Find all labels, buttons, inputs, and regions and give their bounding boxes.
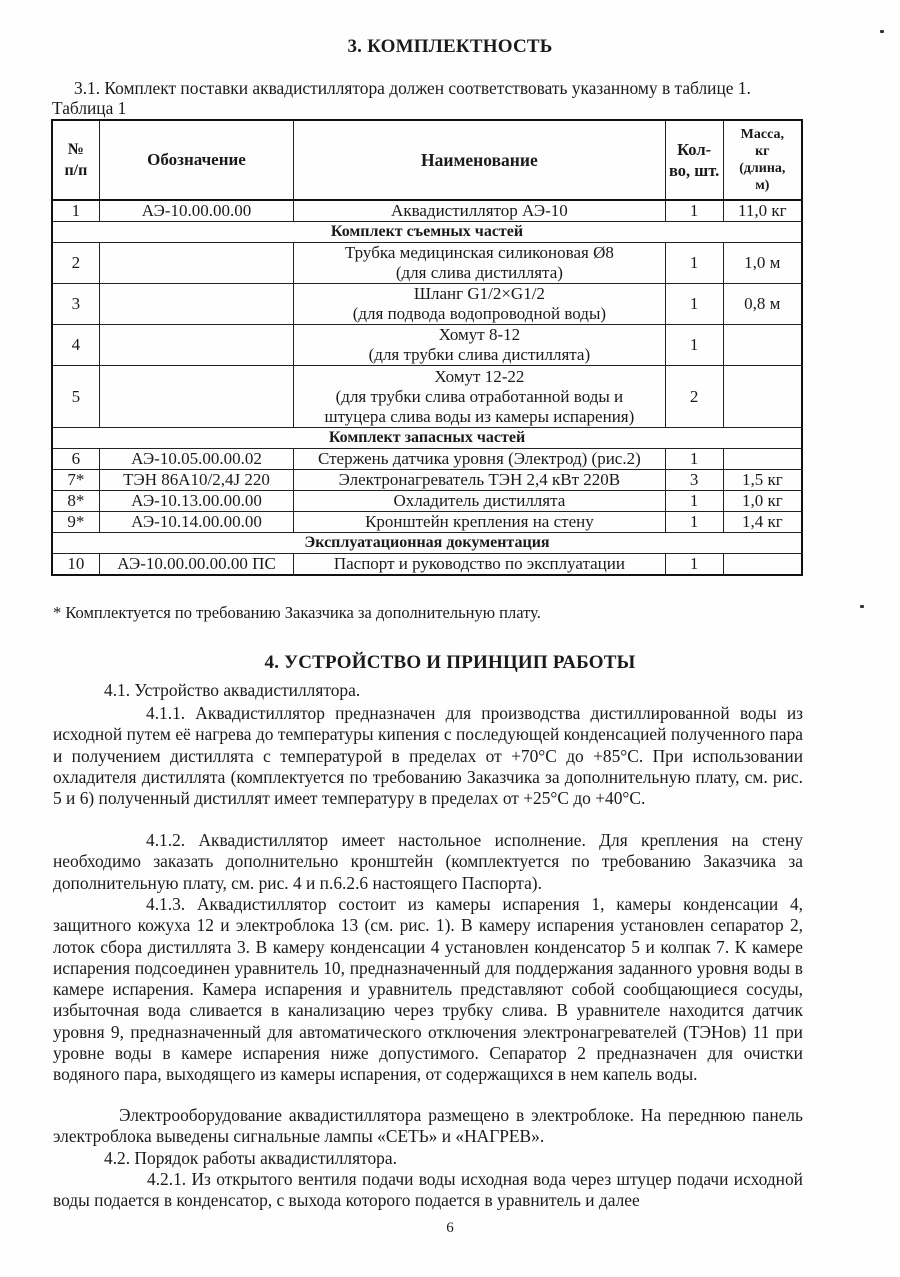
table-row xyxy=(52,366,802,428)
cell-quantity: 3 xyxy=(665,470,723,491)
cell-name-line: Кронштейн крепления на стену xyxy=(365,512,594,531)
header-mass xyxy=(723,120,802,200)
header-number-line2: п/п xyxy=(64,162,88,179)
paragraph-electrical-equipment: Электрооборудование аквадистиллятора размещено в электроблоке. На переднюю панель электроблока выведены сигнальные лампы «СЕТЬ» и «НАГРЕВ». xyxy=(53,1105,803,1147)
cell-name-line: (для трубки слива отработанной воды и xyxy=(335,386,624,406)
cell-name xyxy=(294,491,665,512)
cell-name xyxy=(294,366,665,428)
table-row xyxy=(52,284,802,325)
scan-speck xyxy=(880,30,884,33)
header-number xyxy=(52,120,99,200)
cell-name xyxy=(294,284,665,325)
cell-number: 5 xyxy=(52,366,99,428)
paragraph-4-1: 4.1. Устройство аквадистиллятора. xyxy=(104,680,361,700)
table-row xyxy=(52,491,802,512)
cell-mass xyxy=(723,366,802,428)
cell-quantity: 1 xyxy=(665,243,723,284)
cell-quantity: 1 xyxy=(665,554,723,576)
cell-designation: АЭ-10.13.00.00.00 xyxy=(99,491,293,512)
cell-name-line: штуцера слива воды из камеры испарения) xyxy=(324,406,635,426)
cell-name-line: Шланг G1/2×G1/2 xyxy=(413,284,545,303)
cell-mass xyxy=(723,449,802,470)
cell-name-line: Электронагреватель ТЭН 2,4 кВт 220В xyxy=(338,470,621,489)
header-number-line1: № xyxy=(67,141,84,158)
cell-name xyxy=(294,512,665,533)
header-quantity xyxy=(665,120,723,200)
cell-name xyxy=(294,449,665,470)
cell-name: Аквадистиллятор АЭ-10 xyxy=(294,200,665,222)
table-row xyxy=(52,470,802,491)
cell-name xyxy=(294,554,665,576)
cell-number: 1 xyxy=(52,200,99,222)
cell-quantity: 2 xyxy=(665,366,723,428)
table-row xyxy=(52,554,802,576)
scan-speck xyxy=(860,605,864,608)
section-3-intro: 3.1. Комплект поставки аквадистиллятора должен соответствовать указанному в таблице 1. xyxy=(74,78,751,98)
table-header-row xyxy=(52,120,802,200)
header-mass-line2: кг xyxy=(755,144,770,159)
cell-mass: 1,0 кг xyxy=(723,491,802,512)
header-mass-line3: (длина, xyxy=(739,161,786,176)
cell-number: 4 xyxy=(52,325,99,366)
header-quantity-line2: во, шт. xyxy=(669,161,720,180)
cell-quantity: 1 xyxy=(665,491,723,512)
cell-mass: 1,5 кг xyxy=(723,470,802,491)
completeness-table xyxy=(51,119,803,576)
cell-number: 7* xyxy=(52,470,99,491)
cell-quantity: 1 xyxy=(665,512,723,533)
header-name: Наименование xyxy=(294,120,665,200)
paragraph-4-1-3: 4.1.3. Аквадистиллятор состоит из камеры испарения 1, камеры конденсации 4, защитного кожуха 12 и электроблока 13 (см. рис. 1). В камеру испарения установлен сепаратор 2, лоток сбора дистиллята 3. В камеру конденсации 4 установлен конденсатор 5 и колпак 7. К камере испарения подсоединен уравнитель 10, предназначенный для поддержания заданного уровня воды в камере испарения. Камера испарения и уравнитель представляют собой сообщающиеся сосуды, избыточная вода сливается в канализацию через трубку слива. В уравнителе находится датчик уровня 9, предназначенный для автоматического отключения электронагревателей (ТЭНов) 11 при уровне воды в камере испарения ниже допустимого. Сепаратор 2 предназначен для очистки водяного пара, выходящего из камеры испарения, от содержащихся в нем капель воды. xyxy=(53,894,803,1085)
cell-name-line: Хомут 12-22 xyxy=(434,366,525,386)
cell-number: 8* xyxy=(52,491,99,512)
cell-quantity: 1 xyxy=(665,284,723,325)
cell-quantity: 1 xyxy=(665,325,723,366)
page-number: 6 xyxy=(446,1220,454,1236)
cell-name-line: Стержень датчика уровня (Электрод) (рис.2) xyxy=(318,449,641,468)
paragraph-4-2: 4.2. Порядок работы аквадистиллятора. xyxy=(104,1148,397,1168)
header-quantity-line1: Кол- xyxy=(677,140,712,159)
table-footnote: * Комплектуется по требованию Заказчика за дополнительную плату. xyxy=(53,603,541,622)
section-3-title: 3. КОМПЛЕКТНОСТЬ xyxy=(347,36,553,57)
cell-mass: 1,0 м xyxy=(723,243,802,284)
cell-mass xyxy=(723,325,802,366)
cell-name xyxy=(294,325,665,366)
cell-designation xyxy=(99,243,293,284)
cell-designation: АЭ-10.00.00.00.00 ПС xyxy=(99,554,293,576)
table-row xyxy=(52,449,802,470)
table-row-main xyxy=(52,200,802,222)
paragraph-4-1-1: 4.1.1. Аквадистиллятор предназначен для производства дистиллированной воды из исходной путем её нагрева до температуры кипения с последующей конденсацией полученного пара и получением дистиллята с температурой в пределах от +70°С до +85°С. При использовании охладителя дистиллята (комплектуется по требованию Заказчика за дополнительную плату, см. рис. 5 и 6) полученный дистиллят имеет температуру в пределах от +25°С до +40°С. xyxy=(53,703,803,809)
cell-designation xyxy=(99,366,293,428)
cell-name-line: Трубка медицинская силиконовая Ø8 xyxy=(344,243,614,262)
cell-name-line: (для слива дистиллята) xyxy=(395,263,563,282)
table-row xyxy=(52,325,802,366)
header-mass-line4: м) xyxy=(755,178,770,193)
table-row xyxy=(52,243,802,284)
cell-designation: АЭ-10.05.00.00.02 xyxy=(99,449,293,470)
cell-quantity: 1 xyxy=(665,449,723,470)
cell-number: 6 xyxy=(52,449,99,470)
cell-designation: АЭ-10.00.00.00 xyxy=(99,200,293,222)
cell-quantity: 1 xyxy=(665,200,723,222)
cell-mass: 11,0 кг xyxy=(723,200,802,222)
cell-mass: 1,4 кг xyxy=(723,512,802,533)
cell-name xyxy=(294,470,665,491)
table-caption: Таблица 1 xyxy=(52,98,127,118)
table-group-row xyxy=(52,533,802,554)
cell-designation xyxy=(99,284,293,325)
cell-number: 10 xyxy=(52,554,99,576)
cell-designation: АЭ-10.14.00.00.00 xyxy=(99,512,293,533)
group-title: Комплект съемных частей xyxy=(52,222,802,243)
cell-name-line: (для трубки слива дистиллята) xyxy=(368,345,591,364)
cell-number: 9* xyxy=(52,512,99,533)
table-row xyxy=(52,512,802,533)
group-title: Комплект запасных частей xyxy=(52,428,802,449)
paragraph-4-2-1: 4.2.1. Из открытого вентиля подачи воды исходная вода через штуцер подачи исходной воды подается в конденсатор, с выхода которого подается в уравнитель и далее xyxy=(53,1169,803,1211)
cell-name-line: (для подвода водопроводной воды) xyxy=(352,304,607,323)
table-group-row xyxy=(52,222,802,243)
cell-number: 2 xyxy=(52,243,99,284)
header-mass-line1: Масса, xyxy=(740,127,784,142)
group-title: Эксплуатационная документация xyxy=(52,533,802,554)
cell-name-line: Охладитель дистиллята xyxy=(393,491,566,510)
cell-designation: ТЭН 86А10/2,4J 220 xyxy=(99,470,293,491)
cell-name-line: Хомут 8-12 xyxy=(438,325,521,344)
cell-mass xyxy=(723,554,802,576)
cell-number: 3 xyxy=(52,284,99,325)
cell-designation xyxy=(99,325,293,366)
section-4-title: 4. УСТРОЙСТВО И ПРИНЦИП РАБОТЫ xyxy=(264,652,636,673)
cell-name xyxy=(294,243,665,284)
table-group-row xyxy=(52,428,802,449)
cell-name-line: Паспорт и руководство по эксплуатации xyxy=(333,554,625,573)
header-designation: Обозначение xyxy=(99,120,293,200)
cell-mass: 0,8 м xyxy=(723,284,802,325)
paragraph-4-1-2: 4.1.2. Аквадистиллятор имеет настольное исполнение. Для крепления на стену необходимо заказать дополнительно кронштейн (комплектуется по требованию Заказчика за дополнительную плату, см. рис. 4 и п.6.2.6 настоящего Паспорта). xyxy=(53,830,803,893)
